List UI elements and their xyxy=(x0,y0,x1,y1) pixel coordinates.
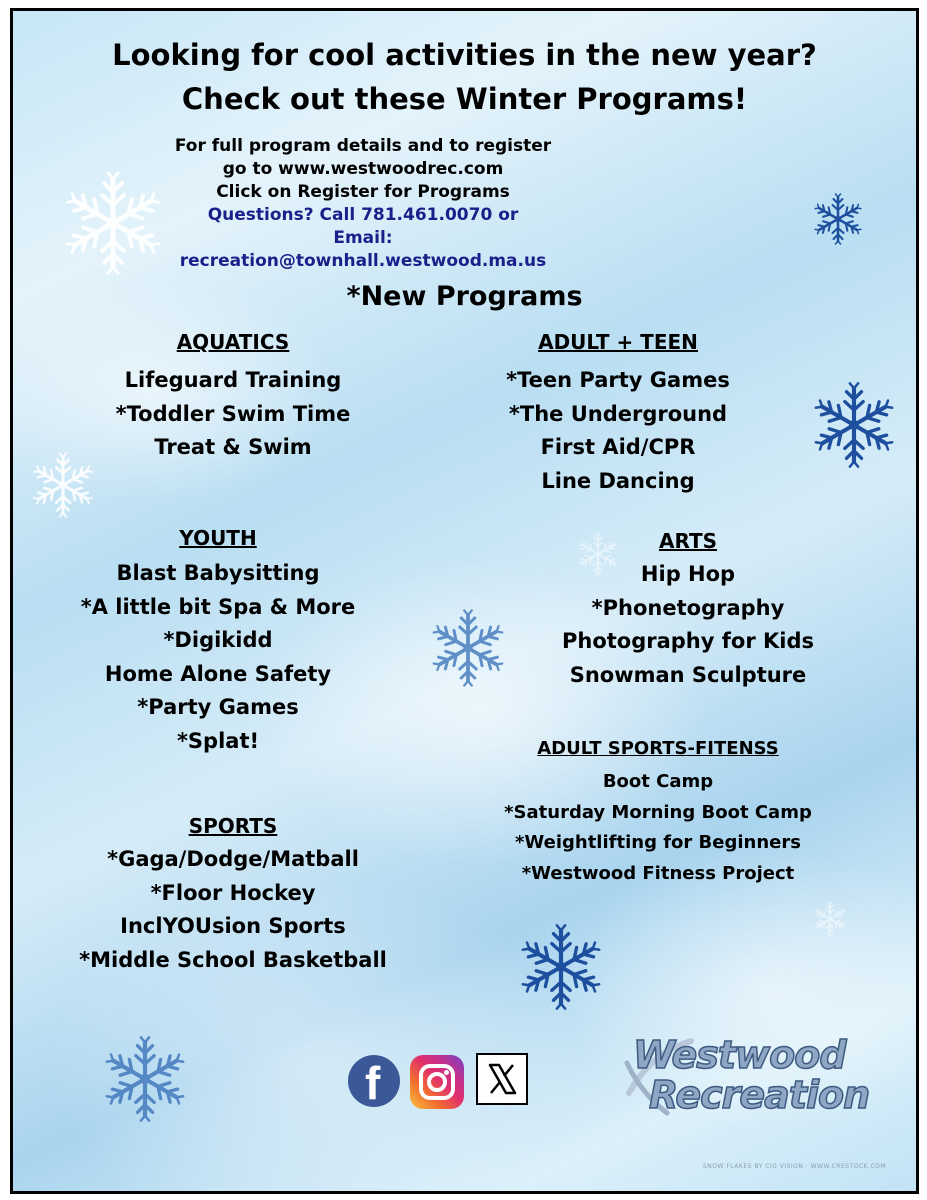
program-item: *Digikidd xyxy=(163,628,273,652)
program-item: *A little bit Spa & More xyxy=(80,594,356,619)
section-adult-teen xyxy=(458,325,778,498)
logo-line: Westwood xyxy=(633,1033,846,1077)
section-title: SPORTS xyxy=(188,814,278,838)
snowflake-icon xyxy=(804,375,904,475)
facebook-glyph: f xyxy=(365,1057,381,1109)
section-title: YOUTH xyxy=(179,526,257,550)
program-item: *Floor Hockey xyxy=(150,880,316,905)
section-title: ADULT + TEEN xyxy=(538,330,698,354)
program-item: *The Underground xyxy=(508,401,728,426)
program-item: *Westwood Fitness Project xyxy=(521,862,795,884)
program-item: Boot Camp xyxy=(602,771,714,792)
program-item: *Middle School Basketball xyxy=(79,947,387,972)
program-item: Snowman Sculpture xyxy=(569,662,807,687)
info-line: For full program details and to register xyxy=(174,136,552,156)
program-item: *Gaga/Dodge/Matball xyxy=(107,847,359,871)
program-item: Photography for Kids xyxy=(561,629,814,653)
program-item: Blast Babysitting xyxy=(116,561,320,585)
section-adult-sports-fitness xyxy=(468,734,848,889)
facebook-icon[interactable] xyxy=(348,1055,400,1107)
snowflake-icon xyxy=(810,899,850,939)
program-item: InclYOUsion Sports xyxy=(120,914,346,938)
flyer-title xyxy=(13,33,916,121)
x-glyph xyxy=(478,1055,526,1103)
program-item: Line Dancing xyxy=(541,468,695,493)
email-line: Email: recreation@townhall.westwood.ma.us xyxy=(179,228,547,271)
instagram-glyph xyxy=(410,1055,464,1109)
section-youth xyxy=(33,521,403,758)
phone-line: Questions? Call 781.461.0070 or xyxy=(207,205,519,225)
program-item: First Aid/CPR xyxy=(540,435,696,459)
westwood-recreation-logo xyxy=(621,1033,881,1123)
logo-line: Recreation xyxy=(649,1073,870,1117)
program-item: Hip Hop xyxy=(640,562,736,586)
section-title: ADULT SPORTS-FITENSS xyxy=(537,738,779,759)
program-item: *Toddler Swim Time xyxy=(115,401,351,426)
instagram-icon[interactable] xyxy=(410,1055,464,1109)
section-title: AQUATICS xyxy=(176,330,290,354)
new-programs-note: *New Programs xyxy=(346,281,583,312)
program-item: *Teen Party Games xyxy=(506,368,730,392)
registration-info xyxy=(153,135,573,273)
program-item: Treat & Swim xyxy=(154,435,312,459)
section-aquatics xyxy=(73,325,393,465)
program-item: *Party Games xyxy=(137,695,299,719)
snowflake-icon xyxy=(511,917,611,1017)
section-title: ARTS xyxy=(658,529,718,553)
program-item: *Saturday Morning Boot Camp xyxy=(504,801,812,823)
program-item: *Weightlifting for Beginners xyxy=(515,832,801,853)
info-line: go to www.westwoodrec.com xyxy=(222,159,504,179)
program-item: Lifeguard Training xyxy=(124,368,342,392)
program-item: Home Alone Safety xyxy=(104,661,332,686)
section-sports xyxy=(33,809,433,977)
section-arts xyxy=(513,524,863,692)
program-item: *Phonetography xyxy=(591,595,785,620)
snowflake-icon xyxy=(808,189,868,249)
snowflake-icon xyxy=(423,603,513,693)
flyer-frame xyxy=(10,8,919,1194)
x-icon[interactable] xyxy=(476,1053,528,1105)
title-line: Looking for cool activities in the new year? xyxy=(112,38,817,72)
program-item: *Splat! xyxy=(176,728,260,753)
info-line: Click on Register for Programs xyxy=(216,182,510,202)
image-credit: SNOW FLAKES BY CIG VISION · WWW.CRESTOCK.COM xyxy=(703,1163,887,1170)
snowflake-icon xyxy=(95,1029,195,1129)
title-line: Check out these Winter Programs! xyxy=(181,82,748,116)
